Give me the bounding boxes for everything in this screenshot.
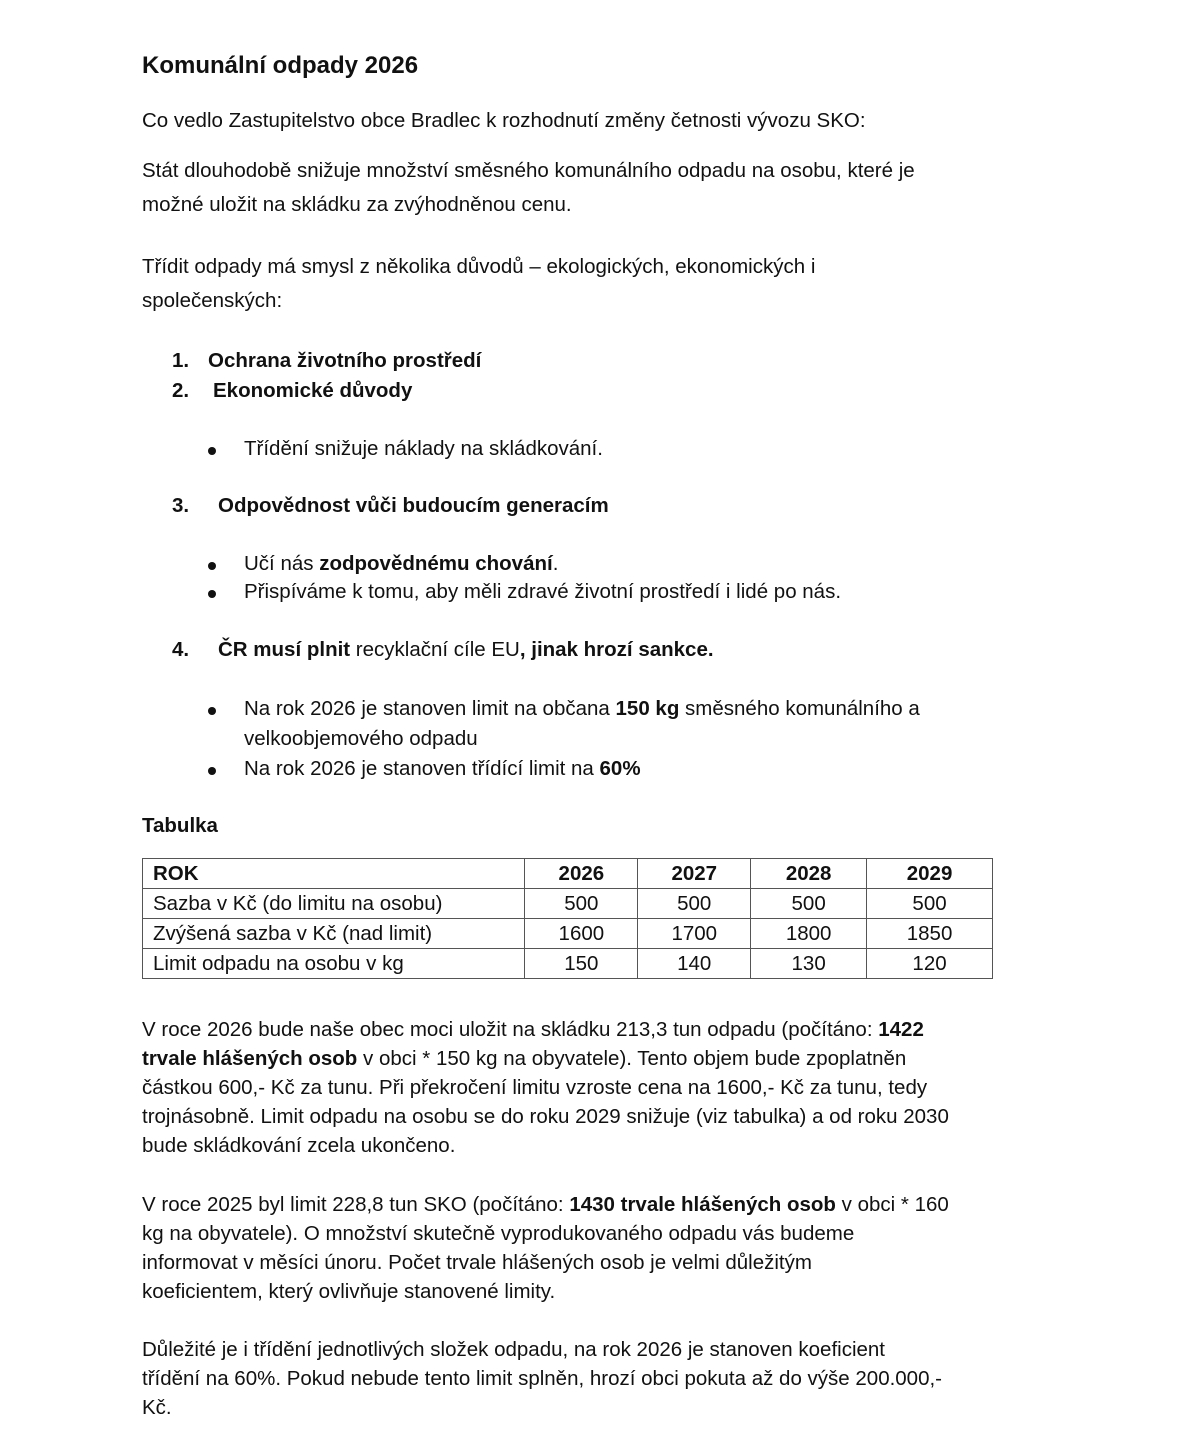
header-cell: ROK [143, 859, 525, 889]
bullet-icon [208, 767, 216, 775]
reason-3-bullet-1: Učí nás zodpovědnému chování. [244, 552, 559, 575]
reason-3-label: Odpovědnost vůči budoucím generacím [218, 494, 609, 517]
paragraph-3-line-3: částkou 600,- Kč za tunu. Při překročení limitu vzroste cena na 1600,- Kč za tunu, tedy [142, 1076, 928, 1099]
paragraph-3-line-2: trvale hlášených osob v obci * 150 kg na obyvatele). Tento objem bude zpoplatněn [142, 1047, 907, 1070]
header-cell: 2027 [638, 859, 751, 889]
table-cell: 1800 [751, 919, 867, 949]
reason-2-label: Ekonomické důvody [213, 379, 413, 402]
row-label: Zvýšená sazba v Kč (nad limit) [143, 919, 525, 949]
row-label: Limit odpadu na osobu v kg [143, 949, 525, 979]
row-label: Sazba v Kč (do limitu na osobu) [143, 889, 525, 919]
reason-2-bullet-1: Třídění snižuje náklady na skládkování. [244, 437, 603, 460]
reason-4-bullet-1-line-2: velkoobjemového odpadu [244, 727, 478, 750]
paragraph-3-line-5: bude skládkování zcela ukončeno. [142, 1134, 456, 1157]
paragraph-3-line-1: V roce 2026 bude naše obec moci uložit na skládku 213,3 tun odpadu (počítáno: 1422 [142, 1018, 924, 1041]
bullet-icon [208, 447, 216, 455]
table-cell: 500 [638, 889, 751, 919]
table-cell: 130 [751, 949, 867, 979]
table-cell: 150 [525, 949, 638, 979]
header-cell: 2029 [867, 859, 993, 889]
table-cell: 500 [525, 889, 638, 919]
paragraph-5-line-2: třídění na 60%. Pokud nebude tento limit splněn, hrozí obci pokuta až do výše 200.000,- [142, 1367, 943, 1390]
paragraph-2-line-1: Třídit odpady má smysl z několika důvodů – ekologických, ekonomických i [142, 255, 816, 278]
intro-text: Co vedlo Zastupitelstvo obce Bradlec k rozhodnutí změny četnosti vývozu SKO: [142, 109, 866, 132]
table-cell: 1850 [867, 919, 993, 949]
reason-4-label: ČR musí plnit recyklační cíle EU, jinak hrozí sankce. [218, 638, 714, 661]
table-cell: 140 [638, 949, 751, 979]
reason-3-bullet-2: Přispíváme k tomu, aby měli zdravé životní prostředí i lidé po nás. [244, 580, 842, 603]
header-cell: 2028 [751, 859, 867, 889]
paragraph-3-line-4: trojnásobně. Limit odpadu na osobu se do roku 2029 snižuje (viz tabulka) a od roku 2030 [142, 1105, 949, 1128]
paragraph-4-line-2: kg na obyvatele). O množství skutečně vyprodukovaného odpadu vás budeme [142, 1222, 855, 1245]
paragraph-5-line-1: Důležité je i třídění jednotlivých složek odpadu, na rok 2026 je stanoven koeficient [142, 1338, 886, 1361]
table-cell: 1700 [638, 919, 751, 949]
bullet-icon [208, 590, 216, 598]
reason-4-number: 4. [172, 638, 190, 661]
table-row [143, 889, 993, 919]
paragraph-5-line-3: Kč. [142, 1396, 172, 1419]
paragraph-4-line-4: koeficientem, který ovlivňuje stanovené limity. [142, 1280, 556, 1303]
table-caption: Tabulka [142, 814, 218, 837]
table-cell: 500 [867, 889, 993, 919]
paragraph-4-line-3: informovat v měsíci únoru. Počet trvale hlášených osob je velmi důležitým [142, 1251, 812, 1274]
reason-2-number: 2. [172, 379, 190, 402]
paragraph-4-line-1: V roce 2025 byl limit 228,8 tun SKO (počítáno: 1430 trvale hlášených osob v obci * 160 [142, 1193, 949, 1216]
reason-1-label: Ochrana životního prostředí [208, 349, 482, 372]
bullet-icon [208, 707, 216, 715]
reason-4-bullet-1-line-1: Na rok 2026 je stanoven limit na občana 150 kg směsného komunálního a [244, 697, 920, 720]
reason-3-number: 3. [172, 494, 190, 517]
reason-4-bullet-2: Na rok 2026 je stanoven třídící limit na 60% [244, 757, 641, 780]
reason-1-number: 1. [172, 349, 190, 372]
paragraph-1-line-2: možné uložit na skládku za zvýhodněnou cenu. [142, 193, 572, 216]
paragraph-1-line-1: Stát dlouhodobě snižuje množství směsného komunálního odpadu na osobu, které je [142, 159, 915, 182]
header-cell: 2026 [525, 859, 638, 889]
table-cell: 1600 [525, 919, 638, 949]
table-row [143, 949, 993, 979]
fees-table [142, 858, 993, 979]
table-row [143, 919, 993, 949]
table-header-row [143, 859, 993, 889]
table-cell: 120 [867, 949, 993, 979]
bullet-icon [208, 562, 216, 570]
paragraph-2-line-2: společenských: [142, 289, 283, 312]
table-cell: 500 [751, 889, 867, 919]
document-title: Komunální odpady 2026 [142, 52, 419, 79]
